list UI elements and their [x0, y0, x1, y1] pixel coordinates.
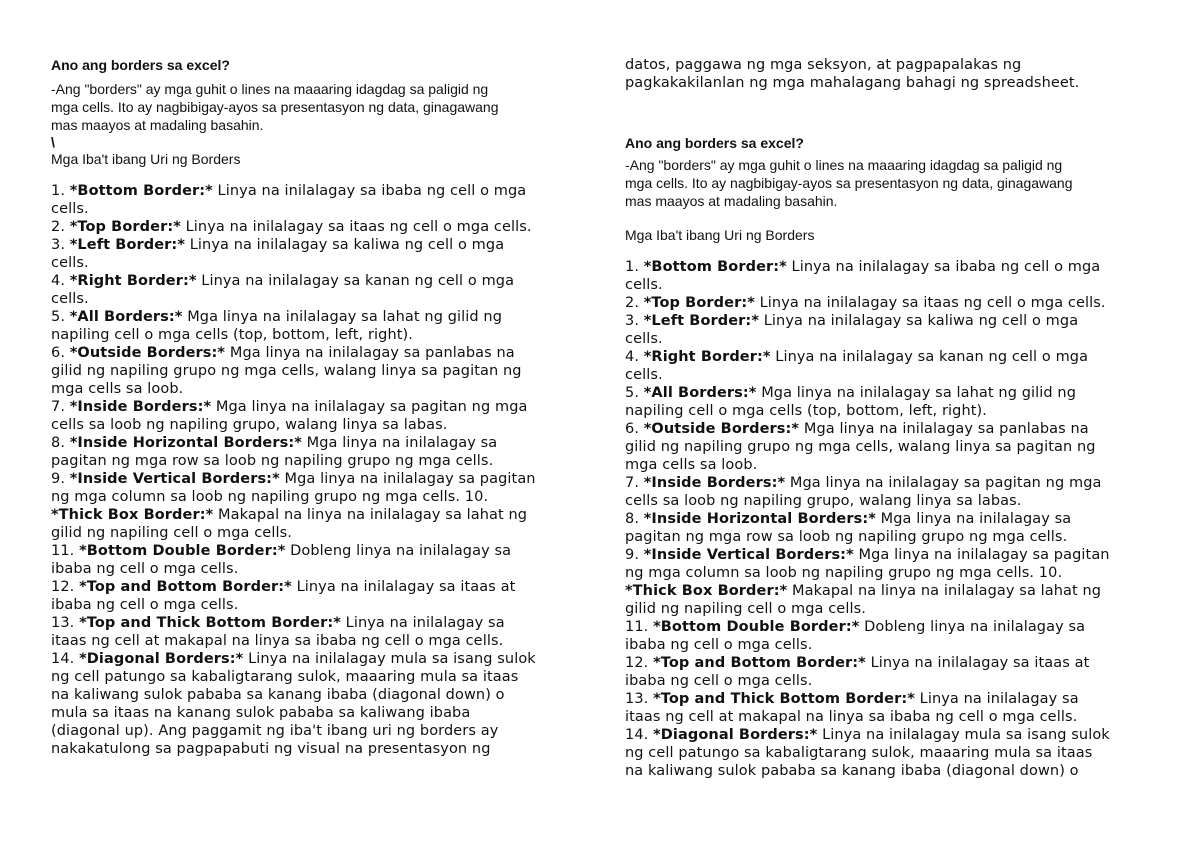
right-border-list — [625, 258, 1165, 780]
list-line-prefix: ibaba ng cell o mga cells. — [625, 637, 813, 653]
left-list-line — [51, 686, 591, 704]
left-list-line — [51, 650, 591, 668]
left-list-line — [51, 344, 591, 362]
right-list-line — [625, 600, 1165, 618]
list-line-prefix: nakakatulong sa pagpapabuti ng visual na presentasyon ng — [51, 741, 491, 757]
left-list-line — [51, 182, 591, 200]
list-line-text: Linya na inilalagay sa kanan ng cell o mga — [770, 349, 1089, 365]
list-line-prefix: 14. — [625, 727, 654, 743]
left-list-line — [51, 740, 591, 758]
left-heading: Ano ang borders sa excel? — [51, 57, 230, 73]
list-line-term: *All Borders:* — [643, 385, 757, 401]
right-list-line — [625, 690, 1165, 708]
list-line-text: Linya na inilalagay sa ibaba ng cell o mga — [786, 259, 1101, 275]
list-line-text: Linya na inilalagay mula sa isang sulok — [817, 727, 1110, 743]
left-list-line — [51, 380, 591, 398]
right-continuation-line-2: pagkakakilanlan ng mga mahalagang bahagi ng spreadsheet. — [625, 75, 1080, 91]
left-list-line — [51, 722, 591, 740]
list-line-term: *Bottom Double Border:* — [653, 619, 860, 635]
list-line-prefix: cells. — [51, 255, 89, 271]
list-line-prefix: 7. — [625, 475, 644, 491]
left-list-line — [51, 272, 591, 290]
list-line-term: *Thick Box Border:* — [51, 507, 214, 523]
list-line-prefix: napiling cell o mga cells (top, bottom, left, right). — [51, 327, 413, 343]
list-line-prefix: ng mga column sa loob ng napiling grupo ng mga cells. 10. — [51, 489, 489, 505]
list-line-term: *Inside Horizontal Borders:* — [643, 511, 876, 527]
list-line-term: *Left Border:* — [643, 313, 760, 329]
right-list-line — [625, 726, 1165, 744]
list-line-text: Linya na inilalagay sa — [340, 615, 505, 631]
list-line-text: Linya na inilalagay mula sa isang sulok — [243, 651, 536, 667]
right-list-line — [625, 654, 1165, 672]
list-line-text: Mga linya na inilalagay sa pagitan — [279, 471, 536, 487]
list-line-text: Makapal na linya na inilalagay sa lahat ng — [213, 507, 528, 523]
list-line-text: Mga linya na inilalagay sa pagitan — [853, 547, 1110, 563]
list-line-prefix: itaas ng cell at makapal na linya sa ibaba ng cell o mga cells. — [625, 709, 1078, 725]
list-line-term: *Top Border:* — [69, 219, 181, 235]
list-line-prefix: 8. — [51, 435, 70, 451]
right-column — [625, 56, 1165, 780]
list-line-text: Mga linya na inilalagay sa — [875, 511, 1072, 527]
list-line-prefix: mga cells sa loob. — [625, 457, 758, 473]
list-line-text: Linya na inilalagay sa itaas at — [291, 579, 516, 595]
list-line-prefix: 4. — [51, 273, 70, 289]
list-line-term: *Top and Bottom Border:* — [79, 579, 292, 595]
list-line-prefix: ibaba ng cell o mga cells. — [51, 561, 239, 577]
list-line-prefix: 5. — [625, 385, 644, 401]
spacer — [625, 92, 1165, 134]
list-line-text: Linya na inilalagay sa ibaba ng cell o mga — [212, 183, 527, 199]
right-list-line — [625, 366, 1165, 384]
left-border-list — [51, 182, 591, 758]
left-subheading: Mga Iba't ibang Uri ng Borders — [51, 151, 241, 167]
list-line-term: *Bottom Double Border:* — [79, 543, 286, 559]
list-line-prefix: na kaliwang sulok pababa sa kanang ibaba (diagonal down) o — [625, 763, 1079, 779]
list-line-prefix: pagitan ng mga row sa loob ng napiling grupo ng mga cells. — [625, 529, 1068, 545]
list-line-prefix: cells. — [625, 367, 663, 383]
list-line-prefix: 3. — [625, 313, 644, 329]
list-line-text: Mga linya na inilalagay sa pagitan ng mga — [211, 399, 528, 415]
left-column — [51, 56, 591, 758]
list-line-text: Mga linya na inilalagay sa lahat ng gilid ng — [182, 309, 502, 325]
list-line-term: *Inside Borders:* — [69, 399, 212, 415]
left-list-line — [51, 614, 591, 632]
list-line-text: Mga linya na inilalagay sa pagitan ng mga — [785, 475, 1102, 491]
right-list-line — [625, 528, 1165, 546]
left-list-line — [51, 416, 591, 434]
list-line-term: *Inside Vertical Borders:* — [69, 471, 280, 487]
list-line-text: Mga linya na inilalagay sa panlabas na — [225, 345, 515, 361]
right-list-line — [625, 762, 1165, 780]
list-line-prefix: (diagonal up). Ang paggamit ng iba't ibang uri ng borders ay — [51, 723, 499, 739]
right-list-line — [625, 708, 1165, 726]
right-intro-line-1: -Ang "borders" ay mga guhit o lines na maaaring idagdag sa paligid ng — [625, 157, 1063, 173]
list-line-prefix: pagitan ng mga row sa loob ng napiling grupo ng mga cells. — [51, 453, 494, 469]
right-list-line — [625, 420, 1165, 438]
right-list-line — [625, 474, 1165, 492]
right-heading: Ano ang borders sa excel? — [625, 135, 804, 151]
list-line-term: *Top and Thick Bottom Border:* — [653, 691, 915, 707]
list-line-prefix: ng mga column sa loob ng napiling grupo ng mga cells. 10. — [625, 565, 1063, 581]
list-line-prefix: 12. — [51, 579, 80, 595]
list-line-text: Makapal na linya na inilalagay sa lahat ng — [787, 583, 1102, 599]
right-list-line — [625, 618, 1165, 636]
list-line-prefix: 1. — [625, 259, 644, 275]
right-continuation-line-1: datos, paggawa ng mga seksyon, at pagpapalakas ng — [625, 57, 1022, 73]
right-list-line — [625, 402, 1165, 420]
list-line-text: Linya na inilalagay sa itaas ng cell o mga cells. — [754, 295, 1106, 311]
list-line-prefix: 6. — [51, 345, 70, 361]
left-list-line — [51, 452, 591, 470]
left-backslash: \ — [51, 134, 55, 150]
list-line-term: *Inside Vertical Borders:* — [643, 547, 854, 563]
list-line-term: *Diagonal Borders:* — [79, 651, 244, 667]
right-intro-line-2: mga cells. Ito ay nagbibigay-ayos sa presentasyon ng data, ginagawang — [625, 175, 1073, 191]
list-line-term: *Right Border:* — [69, 273, 197, 289]
list-line-text: Dobleng linya na inilalagay sa — [285, 543, 512, 559]
list-line-prefix: 4. — [625, 349, 644, 365]
list-line-prefix: cells sa loob ng napiling grupo, walang linya sa labas. — [51, 417, 448, 433]
right-intro-line-3: mas maayos at madaling basahin. — [625, 193, 838, 209]
left-list-line — [51, 578, 591, 596]
right-list-line — [625, 672, 1165, 690]
list-line-text: Linya na inilalagay sa itaas at — [865, 655, 1090, 671]
spacer — [625, 244, 1165, 258]
left-list-line — [51, 488, 591, 506]
left-list-line — [51, 290, 591, 308]
left-list-line — [51, 254, 591, 272]
list-line-prefix: 3. — [51, 237, 70, 253]
right-list-line — [625, 636, 1165, 654]
right-list-line — [625, 276, 1165, 294]
right-list-line — [625, 258, 1165, 276]
list-line-prefix: cells. — [625, 331, 663, 347]
list-line-text: Linya na inilalagay sa kaliwa ng cell o mga — [759, 313, 1079, 329]
list-line-term: *Top and Thick Bottom Border:* — [79, 615, 341, 631]
left-list-line — [51, 542, 591, 560]
list-line-term: *Top Border:* — [643, 295, 755, 311]
list-line-term: *Top and Bottom Border:* — [653, 655, 866, 671]
list-line-term: *All Borders:* — [69, 309, 183, 325]
left-list-line — [51, 470, 591, 488]
list-line-prefix: 9. — [625, 547, 644, 563]
list-line-text: Linya na inilalagay sa itaas ng cell o mga cells. — [180, 219, 532, 235]
list-line-prefix: gilid ng napiling grupo ng mga cells, walang linya sa pagitan ng — [51, 363, 522, 379]
list-line-prefix: 8. — [625, 511, 644, 527]
list-line-prefix: 9. — [51, 471, 70, 487]
left-list-line — [51, 308, 591, 326]
left-list-line — [51, 506, 591, 524]
list-line-prefix: cells. — [625, 277, 663, 293]
list-line-term: *Thick Box Border:* — [625, 583, 788, 599]
right-list-line — [625, 438, 1165, 456]
list-line-text: Linya na inilalagay sa — [914, 691, 1079, 707]
left-list-line — [51, 668, 591, 686]
list-line-prefix: cells. — [51, 201, 89, 217]
list-line-prefix: ibaba ng cell o mga cells. — [625, 673, 813, 689]
left-list-line — [51, 704, 591, 722]
list-line-prefix: mula sa itaas na kanang sulok pababa sa kaliwang ibaba — [51, 705, 471, 721]
list-line-prefix: 2. — [625, 295, 644, 311]
list-line-prefix: napiling cell o mga cells (top, bottom, left, right). — [625, 403, 987, 419]
list-line-prefix: ng cell patungo sa kabaligtarang sulok, maaaring mula sa itaas — [625, 745, 1093, 761]
list-line-prefix: 12. — [625, 655, 654, 671]
list-line-prefix: gilid ng napiling cell o mga cells. — [51, 525, 292, 541]
left-list-line — [51, 218, 591, 236]
list-line-prefix: 13. — [625, 691, 654, 707]
right-list-line — [625, 510, 1165, 528]
spacer — [51, 168, 591, 182]
list-line-prefix: gilid ng napiling grupo ng mga cells, walang linya sa pagitan ng — [625, 439, 1096, 455]
list-line-term: *Inside Horizontal Borders:* — [69, 435, 302, 451]
list-line-prefix: 1. — [51, 183, 70, 199]
list-line-text: Mga linya na inilalagay sa — [301, 435, 498, 451]
list-line-prefix: 5. — [51, 309, 70, 325]
right-list-line — [625, 294, 1165, 312]
left-intro-line-2: mga cells. Ito ay nagbibigay-ayos sa presentasyon ng data, ginagawang — [51, 99, 499, 115]
right-list-line — [625, 546, 1165, 564]
list-line-term: *Outside Borders:* — [643, 421, 800, 437]
list-line-prefix: gilid ng napiling cell o mga cells. — [625, 601, 866, 617]
list-line-term: *Diagonal Borders:* — [653, 727, 818, 743]
list-line-prefix: itaas ng cell at makapal na linya sa ibaba ng cell o mga cells. — [51, 633, 504, 649]
list-line-prefix: 11. — [625, 619, 654, 635]
list-line-prefix: 14. — [51, 651, 80, 667]
list-line-term: *Left Border:* — [69, 237, 186, 253]
list-line-text: Linya na inilalagay sa kaliwa ng cell o mga — [185, 237, 505, 253]
left-list-line — [51, 524, 591, 542]
list-line-text: Linya na inilalagay sa kanan ng cell o mga — [196, 273, 515, 289]
left-list-line — [51, 362, 591, 380]
list-line-prefix: cells. — [51, 291, 89, 307]
list-line-prefix: na kaliwang sulok pababa sa kanang ibaba (diagonal down) o — [51, 687, 505, 703]
left-list-line — [51, 236, 591, 254]
left-list-line — [51, 434, 591, 452]
right-list-line — [625, 744, 1165, 762]
list-line-prefix: mga cells sa loob. — [51, 381, 184, 397]
list-line-text: Mga linya na inilalagay sa panlabas na — [799, 421, 1089, 437]
right-list-line — [625, 582, 1165, 600]
list-line-prefix: 6. — [625, 421, 644, 437]
left-list-line — [51, 596, 591, 614]
right-list-line — [625, 564, 1165, 582]
list-line-prefix: ng cell patungo sa kabaligtarang sulok, maaaring mula sa itaas — [51, 669, 519, 685]
right-list-line — [625, 348, 1165, 366]
left-intro-line-3: mas maayos at madaling basahin. — [51, 117, 264, 133]
list-line-prefix: 7. — [51, 399, 70, 415]
left-list-line — [51, 200, 591, 218]
list-line-term: *Right Border:* — [643, 349, 771, 365]
list-line-prefix: ibaba ng cell o mga cells. — [51, 597, 239, 613]
list-line-term: *Outside Borders:* — [69, 345, 226, 361]
right-list-line — [625, 456, 1165, 474]
list-line-prefix: 11. — [51, 543, 80, 559]
right-list-line — [625, 492, 1165, 510]
spacer — [625, 210, 1165, 226]
right-subheading: Mga Iba't ibang Uri ng Borders — [625, 227, 815, 243]
list-line-prefix: cells sa loob ng napiling grupo, walang linya sa labas. — [625, 493, 1022, 509]
right-list-line — [625, 312, 1165, 330]
list-line-prefix: 13. — [51, 615, 80, 631]
list-line-prefix: 2. — [51, 219, 70, 235]
list-line-text: Mga linya na inilalagay sa lahat ng gilid ng — [756, 385, 1076, 401]
left-list-line — [51, 560, 591, 578]
list-line-term: *Inside Borders:* — [643, 475, 786, 491]
left-intro-line-1: -Ang "borders" ay mga guhit o lines na maaaring idagdag sa paligid ng — [51, 81, 489, 97]
list-line-text: Dobleng linya na inilalagay sa — [859, 619, 1086, 635]
right-list-line — [625, 384, 1165, 402]
left-list-line — [51, 632, 591, 650]
right-list-line — [625, 330, 1165, 348]
list-line-term: *Bottom Border:* — [69, 183, 213, 199]
left-list-line — [51, 326, 591, 344]
list-line-term: *Bottom Border:* — [643, 259, 787, 275]
left-list-line — [51, 398, 591, 416]
